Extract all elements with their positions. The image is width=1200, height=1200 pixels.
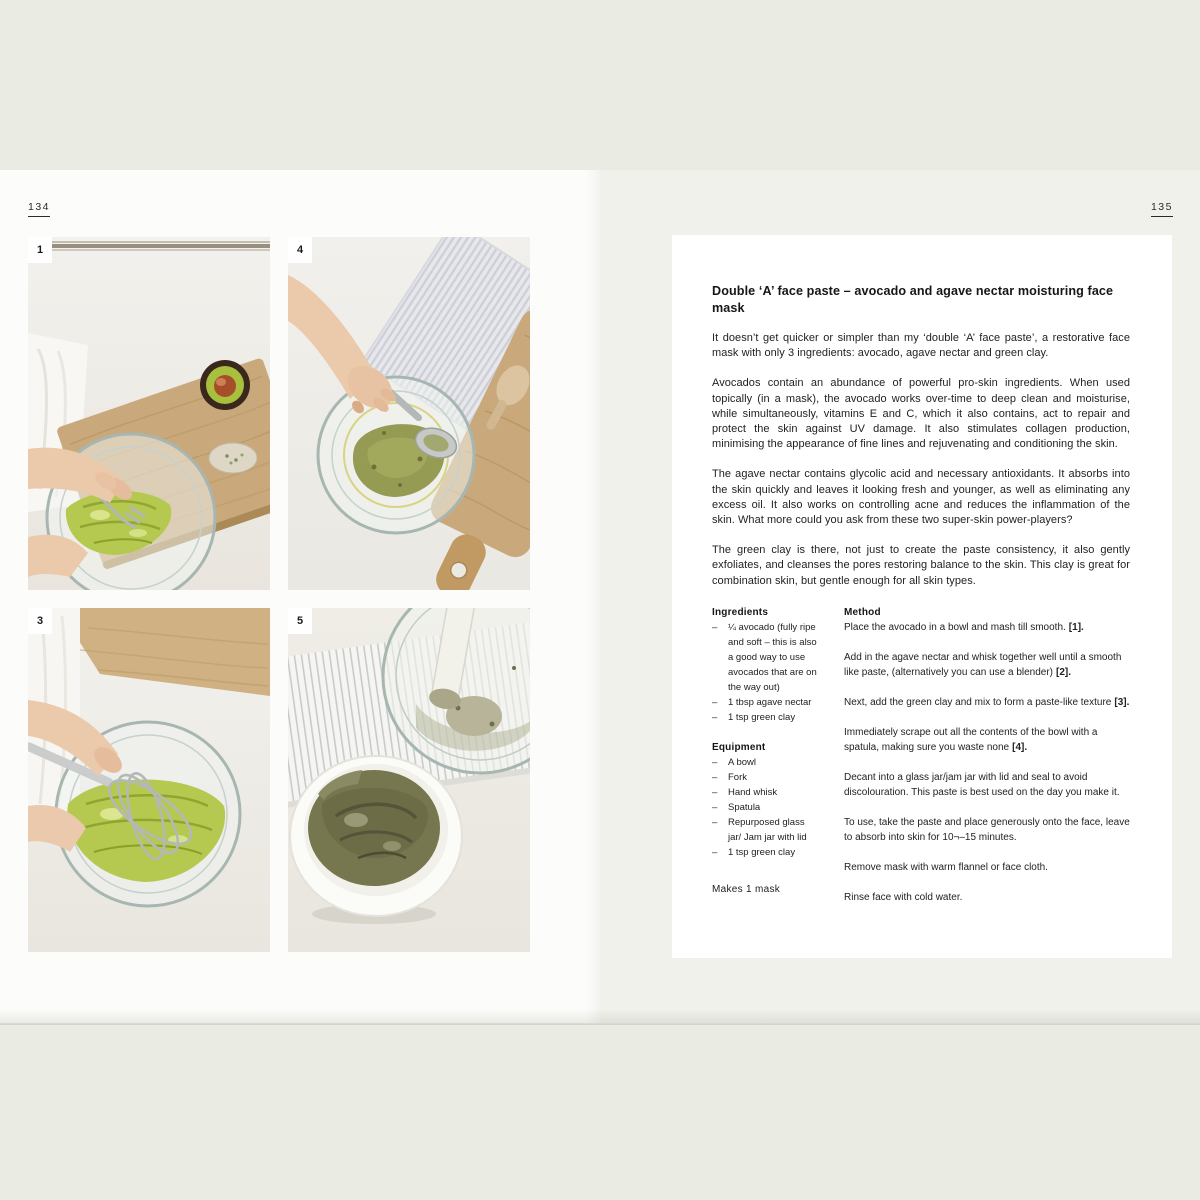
method-step-text: Next, add the green clay and mix to form a paste-like texture bbox=[844, 696, 1112, 708]
equipment-text: 1 tsp green clay bbox=[728, 846, 796, 858]
method-step-photo-ref: [4]. bbox=[1012, 741, 1028, 753]
right-page bbox=[600, 170, 1200, 1023]
recipe-panel bbox=[672, 235, 1172, 958]
list-dash: – bbox=[712, 696, 718, 708]
ingredient-item bbox=[712, 710, 818, 725]
method-step bbox=[844, 650, 1130, 680]
page-number-left: 134 bbox=[28, 201, 50, 217]
method-steps bbox=[844, 620, 1130, 905]
list-dash: – bbox=[712, 816, 718, 828]
left-page bbox=[0, 170, 600, 1023]
equipment-item bbox=[712, 815, 818, 845]
photo-step-label: 4 bbox=[288, 237, 312, 263]
method-step-text: To use, take the paste and place generously onto the face, leave to absorb into skin for 10¬–15 minutes. bbox=[844, 816, 1130, 843]
list-dash: – bbox=[712, 786, 718, 798]
method-step bbox=[844, 725, 1130, 755]
ingredient-text: ¼ avocado (fully ripe and soft – this is also a good way to use avocados that are on the way out) bbox=[728, 621, 817, 693]
method-step-text: Remove mask with warm flannel or face cloth. bbox=[844, 861, 1048, 873]
page-number-right: 135 bbox=[1151, 201, 1173, 217]
method-step-text: Add in the agave nectar and whisk together well until a smooth like paste, (alternatively you can use a blender) bbox=[844, 651, 1122, 678]
list-dash: – bbox=[712, 801, 718, 813]
step-photo-5 bbox=[288, 608, 530, 952]
method-step bbox=[844, 620, 1130, 635]
method-step-text: Immediately scrape out all the contents of the bowl with a spatula, making sure you waste none bbox=[844, 726, 1098, 753]
ingredient-item bbox=[712, 695, 818, 710]
recipe-title: Double ‘A’ face paste – avocado and agave nectar moisturing face mask bbox=[712, 284, 1114, 315]
method-heading: Method bbox=[844, 606, 881, 618]
list-dash: – bbox=[712, 756, 718, 768]
list-dash: – bbox=[712, 621, 718, 633]
method-step bbox=[844, 770, 1130, 800]
method-column bbox=[844, 605, 1130, 920]
method-step bbox=[844, 860, 1130, 875]
equipment-text: Hand whisk bbox=[728, 786, 778, 798]
photo-4-illustration bbox=[288, 237, 530, 590]
equipment-item bbox=[712, 770, 818, 785]
method-step-photo-ref: [2]. bbox=[1056, 666, 1072, 678]
method-step bbox=[844, 815, 1130, 845]
equipment-item bbox=[712, 785, 818, 800]
list-dash: – bbox=[712, 711, 718, 723]
method-step bbox=[844, 890, 1130, 905]
method-step bbox=[844, 695, 1130, 710]
method-step-text: Decant into a glass jar/jam jar with lid and seal to avoid discolouration. This paste is best used on the day you make it. bbox=[844, 771, 1120, 798]
equipment-text: Fork bbox=[728, 771, 747, 783]
method-step-photo-ref: [1]. bbox=[1068, 621, 1084, 633]
equipment-text: Spatula bbox=[728, 801, 761, 813]
recipe-columns bbox=[712, 605, 1130, 920]
ingredient-text: 1 tbsp agave nectar bbox=[728, 696, 812, 708]
equipment-item bbox=[712, 755, 818, 770]
ingredient-item bbox=[712, 620, 818, 695]
equipment-item bbox=[712, 845, 818, 860]
list-dash: – bbox=[712, 846, 718, 858]
method-step-text: Place the avocado in a bowl and mash till smooth. bbox=[844, 621, 1066, 633]
yield-note: Makes 1 mask bbox=[712, 883, 781, 895]
photo-3-illustration bbox=[28, 608, 270, 952]
equipment-text: Repurposed glass jar/ Jam jar with lid bbox=[728, 816, 807, 843]
ingredients-column bbox=[712, 605, 818, 920]
photo-step-label: 3 bbox=[28, 608, 52, 634]
photo-step-label: 5 bbox=[288, 608, 312, 634]
ingredient-text: 1 tsp green clay bbox=[728, 711, 796, 723]
step-photo-1 bbox=[28, 237, 270, 590]
step-photo-4 bbox=[288, 237, 530, 590]
equipment-item bbox=[712, 800, 818, 815]
ingredients-list bbox=[712, 620, 818, 725]
photo-1-illustration bbox=[28, 237, 270, 590]
body-paragraph: The green clay is there, not just to create the paste consistency, it also gently exfoliates, and cleanses the pores restoring balance to the skin. This clay is great for combination skin, but gentle enough for all skin types. bbox=[712, 544, 1130, 587]
equipment-list bbox=[712, 755, 818, 860]
equipment-heading: Equipment bbox=[712, 741, 766, 753]
photo-step-label: 1 bbox=[28, 237, 52, 263]
method-step-photo-ref: [3]. bbox=[1114, 696, 1130, 708]
body-paragraph: Avocados contain an abundance of powerful pro-skin ingredients. When used topically (in a mask), the avocado works over-time to deep clean and moisturise, while simultaneously, vitamins E and C, which it also contains, act to repair and protect the skin against UV damage. It also stimulates collagen production, minimising the appearance of fine lines and rejuvenating and conditioning the skin. bbox=[712, 377, 1130, 451]
method-step-text: Rinse face with cold water. bbox=[844, 891, 963, 903]
step-photo-3 bbox=[28, 608, 270, 952]
body-paragraph: The agave nectar contains glycolic acid and necessary antioxidants. It absorbs into the skin quickly and leaves it looking fresh and younger, as well as eliminating any excess oil. It also works on controlling acne and reduces the inflammation of the skin. What more could you ask from these two super-skin power-players? bbox=[712, 468, 1130, 527]
ingredients-heading: Ingredients bbox=[712, 606, 769, 618]
list-dash: – bbox=[712, 771, 718, 783]
body-paragraph: It doesn’t get quicker or simpler than my ‘double ‘A’ face paste’, a restorative face mask with only 3 ingredients: avocado, agave nectar and green clay. bbox=[712, 332, 1130, 360]
equipment-text: A bowl bbox=[728, 756, 756, 768]
photo-5-illustration bbox=[288, 608, 530, 952]
recipe-intro bbox=[712, 331, 1130, 589]
